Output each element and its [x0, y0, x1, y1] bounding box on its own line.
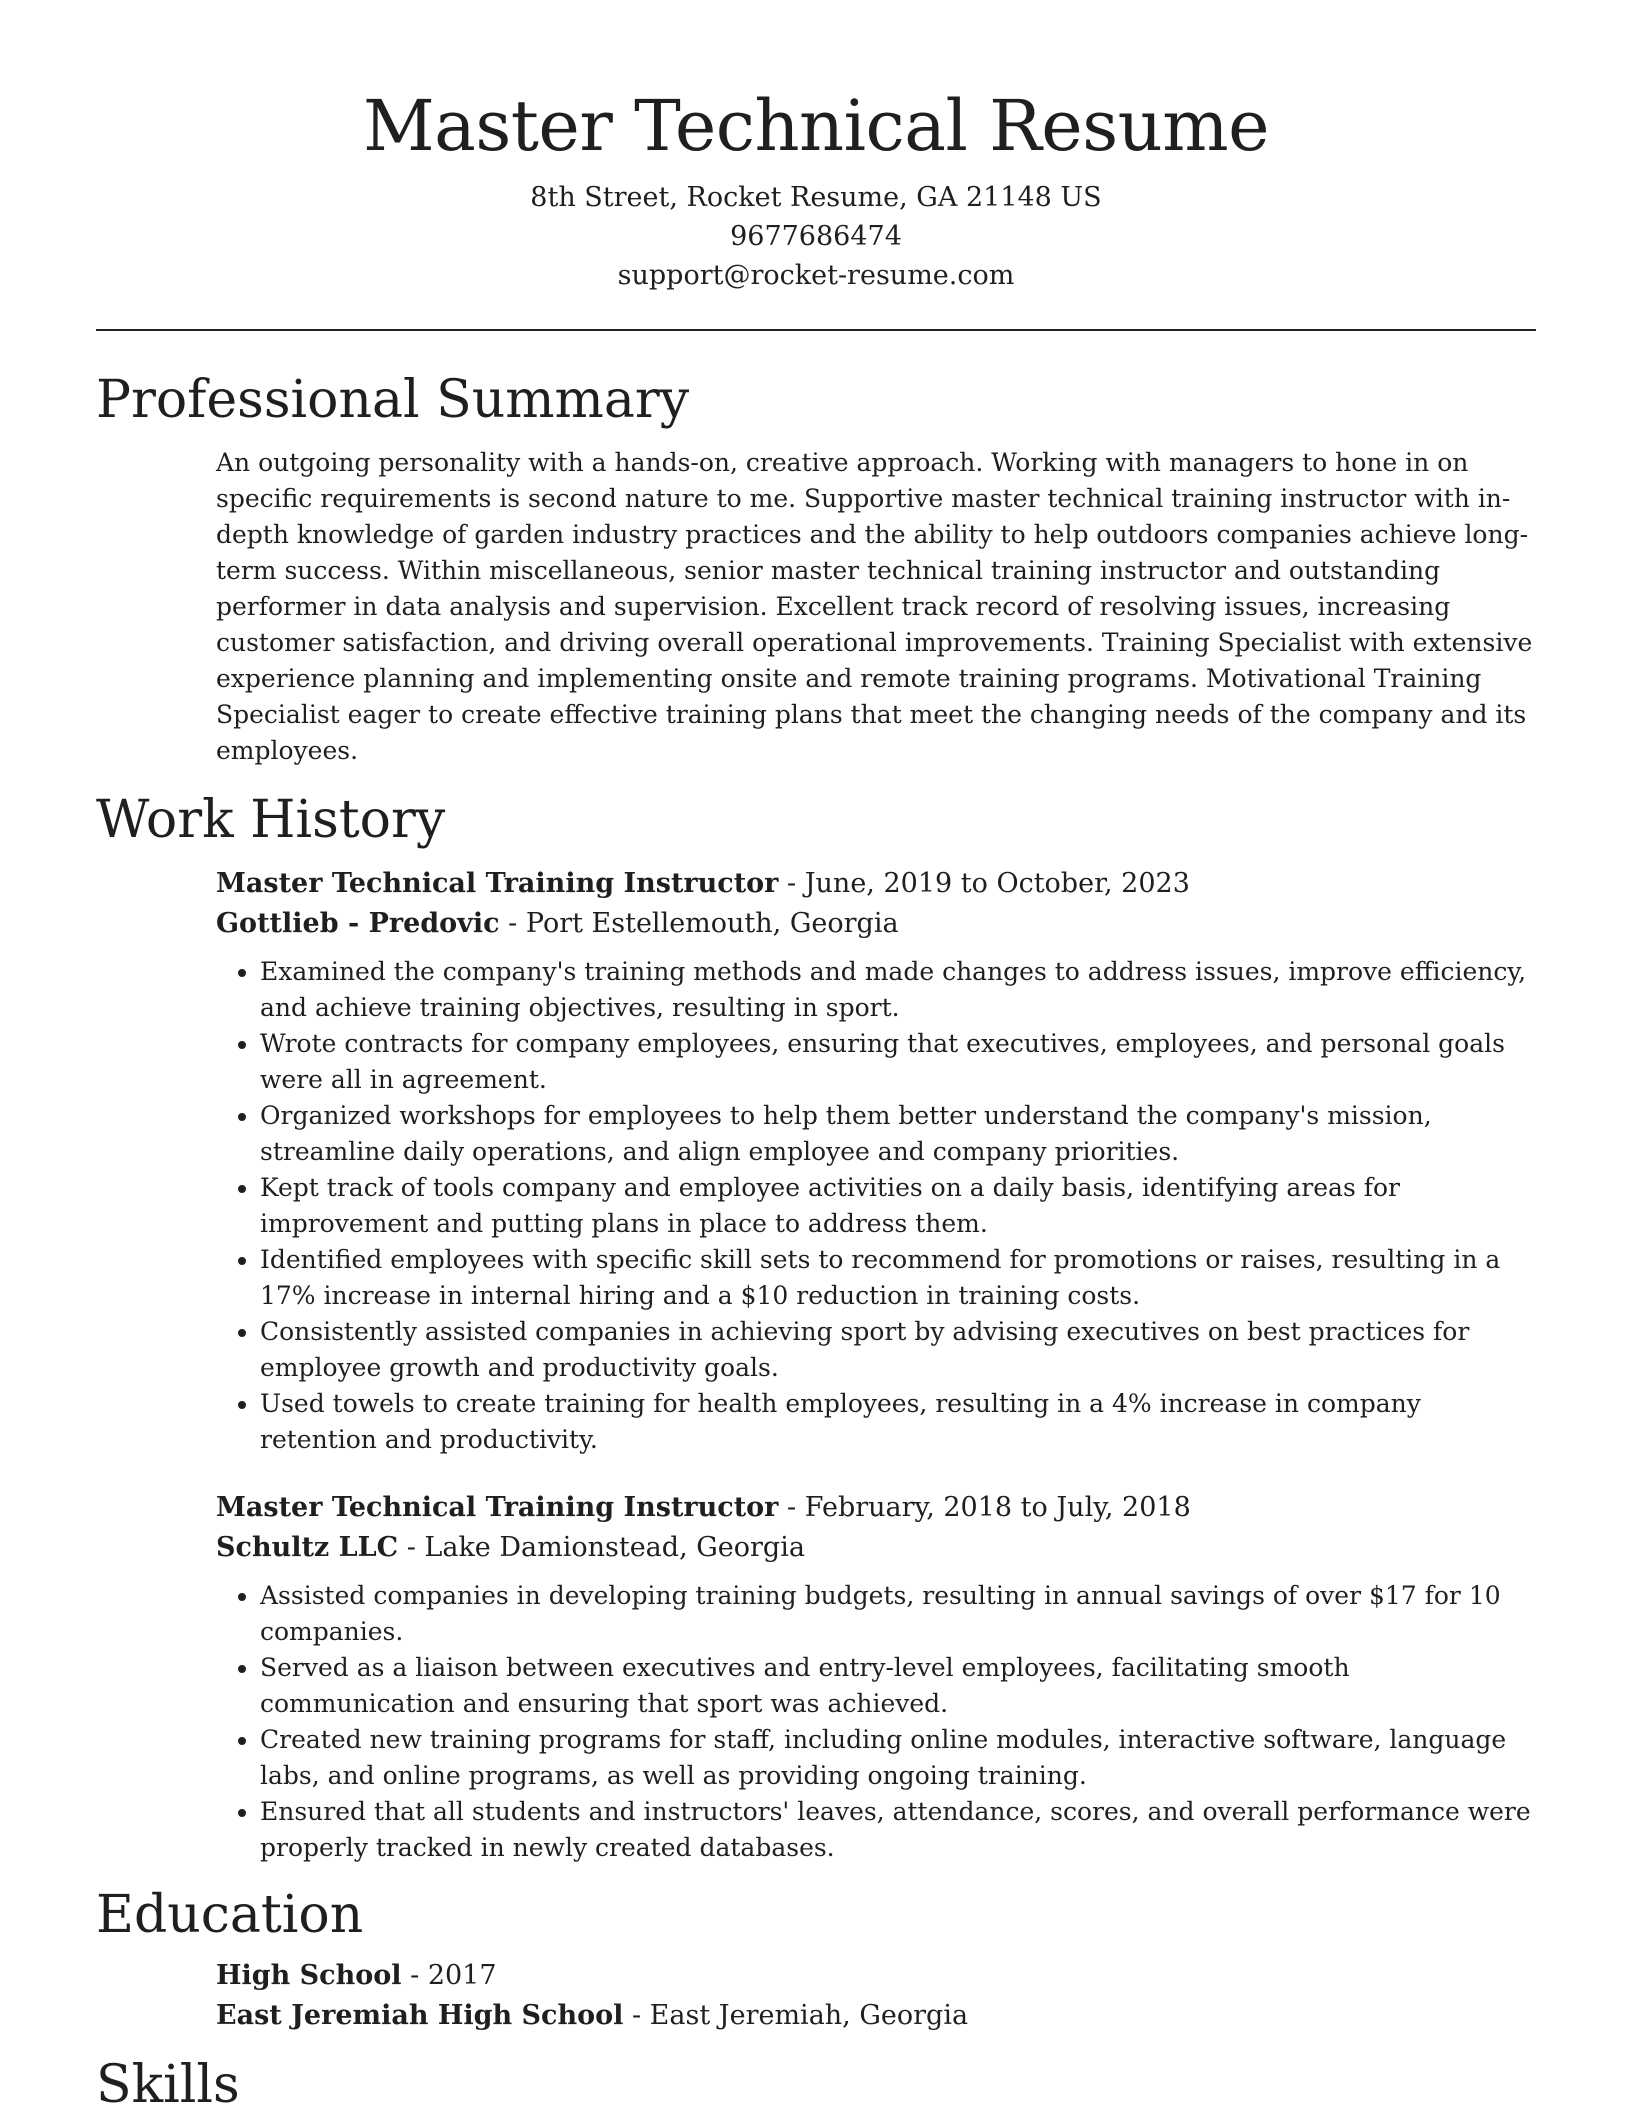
job-bullet: • Organized workshops for employees to help them better understand the company's mission, streamline daily operations, and align employee and company priorities. [260, 1098, 1536, 1170]
education-heading: Education [96, 1884, 364, 1945]
job-bullet: • Served as a liaison between executives and entry-level employees, facilitating smooth communication and ensuring that sport was achieved. [260, 1650, 1536, 1722]
summary-heading: Professional Summary [96, 370, 690, 430]
contact-email: support@rocket-resume.com [617, 260, 1015, 291]
education-location: East Jeremiah, Georgia [649, 2000, 969, 2032]
education-school: East Jeremiah High School [216, 2000, 624, 2032]
job-entry [216, 864, 1536, 1458]
job-separator: - [499, 907, 526, 939]
contact-phone: 9677686474 [730, 221, 902, 252]
summary-section [216, 445, 1536, 769]
education-degree: High School [216, 1960, 402, 1992]
resume-header [96, 84, 1536, 295]
resume-name: Master Technical Resume [362, 85, 1270, 167]
summary-text: An outgoing personality with a hands-on, creative approach. Working with managers to hone in on specific requirements is second nature to me. Supportive master technical training instructor with in-depth knowledge of garden industry practices and the ability to help outdoors companies achieve long-term success. Within miscellaneous, senior master technical training instructor and outstanding performer in data analysis and supervision. Excellent track record of resolving issues, increasing customer satisfaction, and driving overall operational improvements. Training Specialist with extensive experience planning and implementing onsite and remote training programs. Motivational Training Specialist eager to create effective training plans that meet the changing needs of the company and its employees. [216, 448, 1533, 766]
job-title-line [216, 1488, 1536, 1528]
job-bullet: • Used towels to create training for health employees, resulting in a 4% increase in company retention and productivity. [260, 1386, 1536, 1458]
work-history-heading: Work History [96, 790, 446, 851]
job-bullet-list [216, 954, 1536, 1458]
job-bullet: • Kept track of tools company and employee activities on a daily basis, identifying areas for improvement and putting plans in place to address them. [260, 1170, 1536, 1242]
job-spacer [216, 1458, 1536, 1488]
header-divider [96, 329, 1536, 331]
job-location: Lake Damionstead, Georgia [424, 1531, 805, 1563]
job-company-line [216, 1528, 1536, 1568]
resume-page [96, 0, 1536, 2117]
job-bullet: • Ensured that all students and instructors' leaves, attendance, scores, and overall performance were properly tracked in newly created databases. [260, 1794, 1536, 1866]
job-separator: - [398, 1531, 425, 1563]
job-bullet: • Consistently assisted companies in achieving sport by advising executives on best practices for employee growth and productivity goals. [260, 1314, 1536, 1386]
work-history-section [216, 864, 1536, 1866]
education-year: 2017 [427, 1960, 497, 1992]
job-bullet: • Identified employees with specific skill sets to recommend for promotions or raises, resulting in a 17% increase in internal hiring and a $10 reduction in training costs. [260, 1242, 1536, 1314]
job-separator: - [778, 867, 805, 899]
job-bullet-list [216, 1578, 1536, 1866]
education-section [216, 1956, 1536, 2036]
job-company-line [216, 904, 1536, 944]
job-bullet: • Assisted companies in developing training budgets, resulting in annual savings of over $17 for 10 companies. [260, 1578, 1536, 1650]
job-dates: February, 2018 to July, 2018 [804, 1491, 1191, 1523]
job-company: Schultz LLC [216, 1531, 399, 1563]
job-bullet: • Created new training programs for staff, including online modules, interactive software, language labs, and online programs, as well as providing ongoing training. [260, 1722, 1536, 1794]
job-bullet: • Examined the company's training methods and made changes to address issues, improve efficiency, and achieve training objectives, resulting in sport. [260, 954, 1536, 1026]
job-company: Gottlieb - Predovic [216, 907, 500, 939]
job-dates: June, 2019 to October, 2023 [804, 867, 1190, 899]
job-entry [216, 1488, 1536, 1866]
job-separator: - [778, 1491, 805, 1523]
education-degree-line [216, 1956, 1536, 1996]
skills-heading: Skills [96, 2055, 240, 2116]
job-location: Port Estellemouth, Georgia [525, 907, 899, 939]
job-position: Master Technical Training Instructor [216, 867, 779, 899]
job-bullet: • Wrote contracts for company employees, ensuring that executives, employees, and personal goals were all in agreement. [260, 1026, 1536, 1098]
education-separator: - [401, 1960, 428, 1992]
job-title-line [216, 864, 1536, 904]
job-position: Master Technical Training Instructor [216, 1491, 779, 1523]
education-school-line [216, 1996, 1536, 2036]
contact-address: 8th Street, Rocket Resume, GA 21148 US [530, 182, 1102, 213]
education-separator: - [623, 2000, 650, 2032]
